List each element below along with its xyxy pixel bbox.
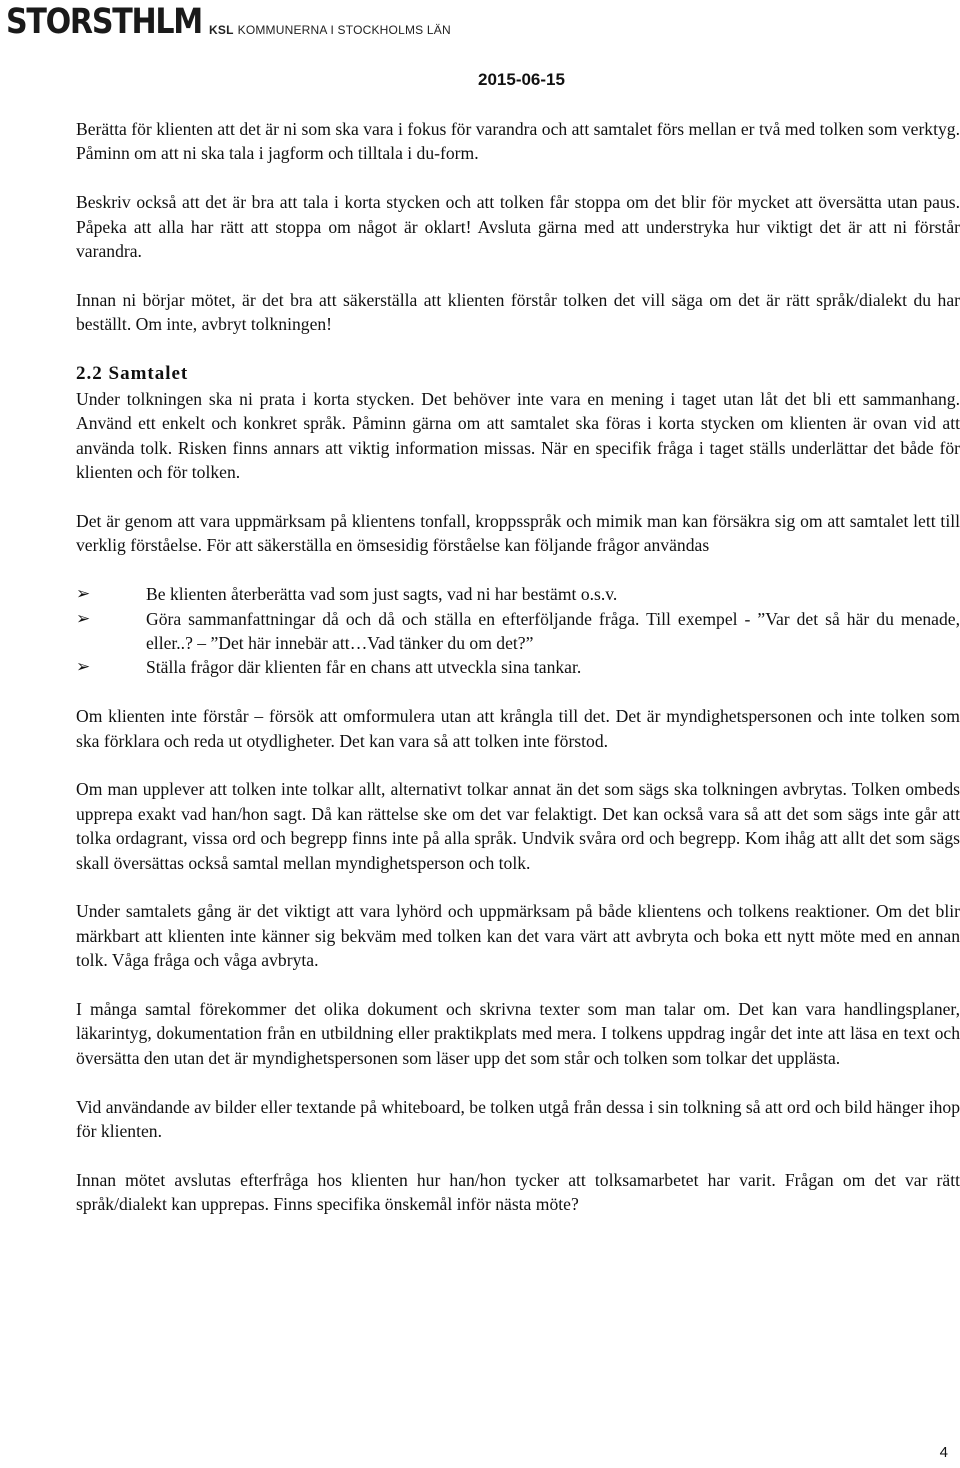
list-item-text: Göra sammanfattningar då och då och ställa en efterföljande fråga. Till exempel - ”Var det så här du menade, eller..? – ”Det här innebär att…Vad tänker du om det?”	[146, 608, 960, 654]
arrowhead-bullet-icon: ➢	[76, 608, 91, 629]
paragraph: Under samtalets gång är det viktigt att vara lyhörd och uppmärksam på både klientens och tolkens reaktioner. Om det blir märkbart att klienten inte känner sig bekväm med tolken kan det vara värt att avbryta och boka ett nytt möte med en annan tolk. Våga fråga och våga avbryta.	[76, 901, 960, 971]
section-heading: 2.2 Samtalet	[76, 363, 189, 385]
paragraph: Om man upplever att tolken inte tolkar allt, alternativt tolkar annat än det som sägs ska tolkningen avbrytas. Tolken ombeds upprepa exakt vad han/hon sagt. Då kan rättelse ske om det var felaktigt. Det kan också vara så att det som sägs inte går att tolka ordagrant, vissa ord och begrepp finns inte på alla språk. Undvik svåra ord och begrepp. Kom ihåg att allt det som sägs skall översättas också samtal mellan myndighetsperson och tolk.	[76, 779, 960, 873]
paragraph: Berätta för klienten att det är ni som ska vara i fokus för varandra och att samtalet förs mellan er två med tolken som verktyg. Påminn om att ni ska tala i jagform och tilltala i du-form.	[76, 119, 960, 164]
list-item-text: Ställa frågor där klienten får en chans att utveckla sina tankar.	[146, 657, 582, 678]
paragraph: Innan ni börjar mötet, är det bra att säkerställa att klienten förstår tolken det vill säga om det är rätt språk/dialekt du har beställt. Om inte, avbryt tolkningen!	[76, 289, 960, 335]
question-list	[76, 582, 960, 680]
paragraph: Om klienten inte förstår – försök att omformulera utan att krångla till det. Det är myndighetspersonen och inte tolken som ska förklara och reda ut otydligheter. Det kan vara så att tolken inte förstod.	[76, 706, 960, 751]
paragraph: Det är genom att vara uppmärksam på klientens tonfall, kroppsspråk och mimik man kan försäkra sig om att samtalet lett till verklig förståelse. För att säkerställa en ömsesidig förståelse kan följande frågor användas	[76, 511, 960, 556]
list-item	[76, 582, 960, 606]
list-item	[76, 607, 960, 656]
page-number: 4	[939, 1444, 948, 1461]
arrowhead-bullet-icon: ➢	[76, 584, 91, 605]
document-date: 2015-06-15	[478, 70, 565, 89]
list-item	[76, 655, 960, 679]
list-item-text: Be klienten återberätta vad som just sagts, vad ni har bestämt o.s.v.	[146, 584, 618, 605]
organization-name	[209, 23, 451, 37]
arrowhead-bullet-icon: ➢	[76, 657, 91, 678]
org-full-name: KOMMUNERNA I STOCKHOLMS LÄN	[237, 23, 451, 37]
storsthlm-logo: STORSTHLM	[6, 2, 202, 42]
paragraph: Beskriv också att det är bra att tala i korta stycken och att tolken får stoppa om det blir för mycket att översätta utan paus. Påpeka att alla har rätt att stoppa om något är oklart! Avsluta gärna med att understryka hur viktigt det är att ni förstår varandra.	[76, 192, 960, 262]
paragraph: I många samtal förekommer det olika dokument och skrivna texter som man talar om. Det kan vara handlingsplaner, läkarintyg, dokumentation från en utbildning eller praktikplats med mera. I tolkens uppdrag ingår det inte att läsa en text och översätta den utan det är myndighetspersonen som läser upp det som står och tolken som tolkar det upplästa.	[76, 999, 960, 1068]
paragraph: Under tolkningen ska ni prata i korta stycken. Det behöver inte vara en mening i taget utan låt det bli ett sammanhang. Använd ett enkelt och konkret språk. Påminn gärna om att samtalet ska föras i korta stycken om klienten är ovan vid att använda tolk. Risken finns annars att viktig information missas. När en specifik fråga i taget ställs underlättar det både för klienten och för tolken.	[76, 389, 960, 483]
org-abbreviation: KSL	[209, 23, 234, 37]
paragraph: Innan mötet avslutas efterfråga hos klienten hur han/hon tycker att tolksamarbetet har varit. Frågan om det var rätt språk/dialekt kan upprepas. Finns specifika önskemål inför nästa möte?	[76, 1169, 960, 1215]
paragraph: Vid användande av bilder eller textande på whiteboard, be tolken utgå från dessa i sin tolkning så att ord och bild hänger ihop för klienten.	[76, 1096, 960, 1142]
document-body	[76, 117, 960, 1217]
